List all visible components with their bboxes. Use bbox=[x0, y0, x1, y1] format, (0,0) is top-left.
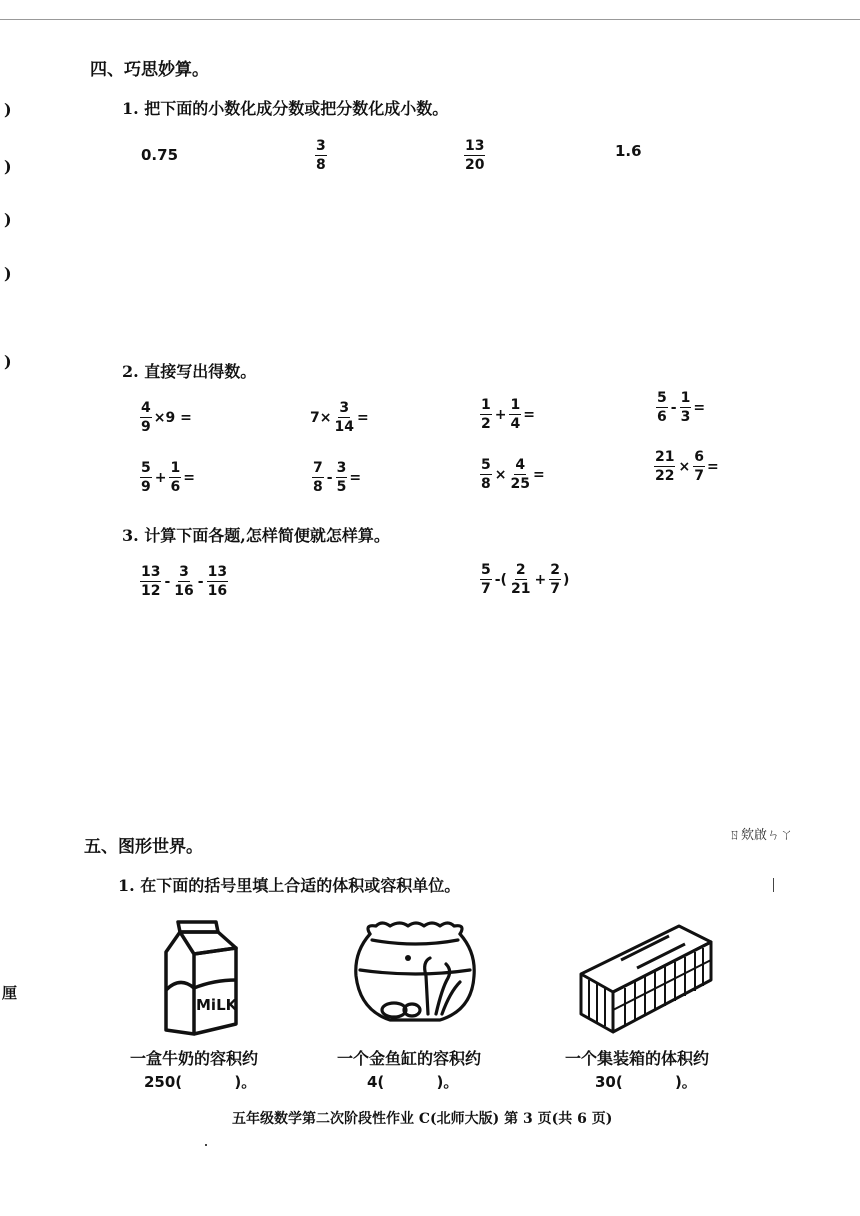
milk-label: MiLK bbox=[196, 996, 238, 1014]
q3-expression-1: $\frac{13}{12}$ - $\frac{3}{16}$ - $\frac{13}{16}$ bbox=[141, 564, 228, 599]
margin-paren: ) bbox=[4, 210, 12, 229]
stray-dot bbox=[205, 1144, 207, 1146]
shipping-container-icon bbox=[575, 918, 715, 1034]
q1-prompt: 1. 把下面的小数化成分数或把分数化成小数。 bbox=[122, 99, 449, 118]
answer-container: 30( )。 bbox=[595, 1073, 697, 1091]
q1-item-decimal: 0.75 bbox=[141, 146, 179, 164]
q2-prompt: 2. 直接写出得数。 bbox=[122, 362, 257, 381]
q2-expression: $\frac{1}{2}$ + $\frac{1}{4}$ = bbox=[481, 397, 535, 432]
answer-milk: 250( )。 bbox=[144, 1073, 257, 1091]
q2-expression: $\frac{21}{22}$ × $\frac{6}{7}$ = bbox=[655, 449, 719, 484]
margin-paren: ) bbox=[4, 352, 12, 371]
section-5-title: 五、图形世界。 bbox=[84, 837, 203, 857]
margin-char: 厘 bbox=[2, 984, 18, 1002]
q1-item-decimal: 1.6 bbox=[615, 142, 642, 160]
fishbowl-icon bbox=[350, 918, 480, 1030]
page-footer: 五年级数学第二次阶段性作业 C(北师大版) 第 3 页(共 6 页) bbox=[232, 1111, 613, 1127]
s5-q1-prompt: 1. 在下面的括号里填上合适的体积或容积单位。 bbox=[118, 876, 461, 895]
section-4-title: 四、巧思妙算。 bbox=[90, 60, 209, 80]
milk-carton-icon bbox=[158, 918, 242, 1036]
q2-expression: $\frac{5}{6}$ - $\frac{1}{3}$ = bbox=[657, 390, 706, 425]
q3-prompt: 3. 计算下面各题,怎样简便就怎样算。 bbox=[122, 526, 390, 545]
q2-expression: 7× $\frac{3}{14}$ = bbox=[310, 400, 369, 435]
margin-paren: ) bbox=[4, 157, 12, 176]
answer-fishbowl: 4( )。 bbox=[367, 1073, 459, 1091]
q2-expression: $\frac{5}{8}$ × $\frac{4}{25}$ = bbox=[481, 457, 545, 492]
top-rule bbox=[0, 19, 860, 20]
caption-container: 一个集装箱的体积约 bbox=[565, 1049, 710, 1068]
stray-mark bbox=[773, 878, 774, 892]
q1-item-fraction: $\frac{3}{8}$ bbox=[316, 138, 326, 173]
q2-expression: $\frac{4}{9}$ ×9 = bbox=[141, 400, 192, 435]
caption-fishbowl: 一个金鱼缸的容积约 bbox=[337, 1049, 482, 1068]
margin-paren: ) bbox=[4, 264, 12, 283]
q3-expression-2: $\frac{5}{7}$ -( $\frac{2}{21}$ + $\frac{2}{7}$ ) bbox=[481, 562, 570, 597]
q2-expression: $\frac{7}{8}$ - $\frac{3}{5}$ = bbox=[313, 460, 362, 495]
q2-expression: $\frac{5}{9}$ + $\frac{1}{6}$ = bbox=[141, 460, 195, 495]
faint-stamp-text: ㄖ欸啟ㄣㄚ bbox=[728, 828, 794, 843]
q1-item-fraction: $\frac{13}{20}$ bbox=[465, 138, 485, 173]
margin-paren: ) bbox=[4, 100, 12, 119]
caption-milk: 一盒牛奶的容积约 bbox=[130, 1049, 259, 1068]
